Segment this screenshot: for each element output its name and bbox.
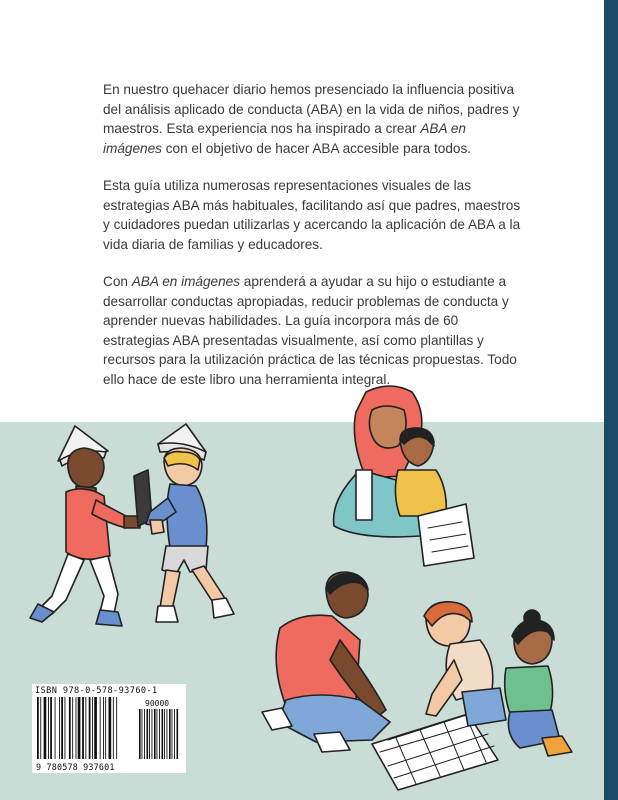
price-bar	[164, 709, 165, 759]
barcode-bar	[89, 697, 91, 759]
barcode-bar	[113, 697, 114, 759]
barcode-bar	[109, 697, 112, 759]
book-title-italic: ABA en imágenes	[103, 121, 466, 156]
blurb-p3-text: aprenderá a ayudar a su hijo o estudiante a desarrollar conductas apropiadas, reducir problemas de conducta y aprender nuevas habilidades. La guía incorpora más de 60 estrategias ABA presentadas visualmente, así como plantillas y recursos para la utilización práctica de las técnicas propuestas. Todo ello hace de este libro una herramienta integral.	[103, 274, 517, 387]
barcode-bar	[61, 697, 63, 759]
boy-blue-shirt-figure	[146, 424, 234, 622]
barcode-bar	[94, 697, 97, 759]
price-bar	[147, 709, 149, 759]
isbn-barcode	[32, 684, 186, 773]
price-bar	[169, 709, 171, 759]
price-bar	[174, 709, 175, 759]
isbn-number: ISBN 978-0-578-93760-1	[35, 686, 158, 696]
blurb-p1-text: En nuestro quehacer diario hemos presenciado la influencia positiva del análisis aplicado de conducta (ABA) en la vida de niños, padres y maestros. Esta experiencia nos ha inspirado a crear	[103, 82, 520, 136]
boy-red-shirt-figure	[30, 426, 140, 626]
price-bar	[162, 709, 164, 759]
barcode-bar	[40, 697, 41, 759]
barcode-bar	[44, 697, 47, 759]
barcode-bar	[50, 697, 52, 759]
barcode-bar	[103, 697, 104, 759]
mother-and-child-figure	[334, 386, 474, 566]
blurb-p3-start: Con	[103, 274, 132, 289]
barcode-bar	[59, 697, 60, 759]
price-bar	[167, 709, 168, 759]
barcode-bar	[85, 697, 86, 759]
price-bar	[159, 709, 160, 759]
barcode-bar	[76, 697, 77, 759]
price-bar	[157, 709, 158, 759]
price-bar	[172, 709, 173, 759]
barcode-bar	[82, 697, 84, 759]
barcode-digits: 9 780578 937601	[36, 762, 115, 772]
father-figure	[262, 572, 390, 752]
barcode-bars	[35, 697, 183, 761]
barcode-bar	[92, 697, 93, 759]
barcode-bar	[105, 697, 106, 759]
price-bar	[154, 709, 156, 759]
price-bar	[139, 709, 141, 759]
price-bar	[177, 709, 179, 759]
barcode-bar	[48, 697, 49, 759]
spine-edge	[604, 0, 618, 800]
blurb-p2-text: Esta guía utiliza numerosas representaciones visuales de las estrategias ABA más habituales, facilitando así que padres, maestros y cuidadores puedan utilizarlas y acercando la aplicación de ABA a la vida diaria de familias y educadores.	[103, 178, 521, 252]
barcode-bar	[78, 697, 81, 759]
barcode-bar	[55, 697, 56, 759]
price-bar	[149, 709, 150, 759]
barcode-bar	[116, 697, 117, 759]
price-bar	[144, 709, 145, 759]
barcode-bar	[69, 697, 71, 759]
isbn-label	[35, 686, 158, 696]
barcode-bar	[72, 697, 73, 759]
barcode-bar	[65, 697, 66, 759]
price-bar	[142, 709, 143, 759]
barcode-bar	[100, 697, 101, 759]
boy-beige-shirt-figure	[424, 602, 506, 726]
price-code: 90000	[145, 699, 170, 708]
girl-green-shirt-figure	[505, 610, 572, 756]
barcode-bar	[37, 697, 39, 759]
blurb-p1-end: con el objetivo de hacer ABA accesible para todos.	[161, 140, 472, 156]
price-bar	[152, 709, 153, 759]
book-title-italic-2: ABA en imágenes	[131, 274, 241, 289]
